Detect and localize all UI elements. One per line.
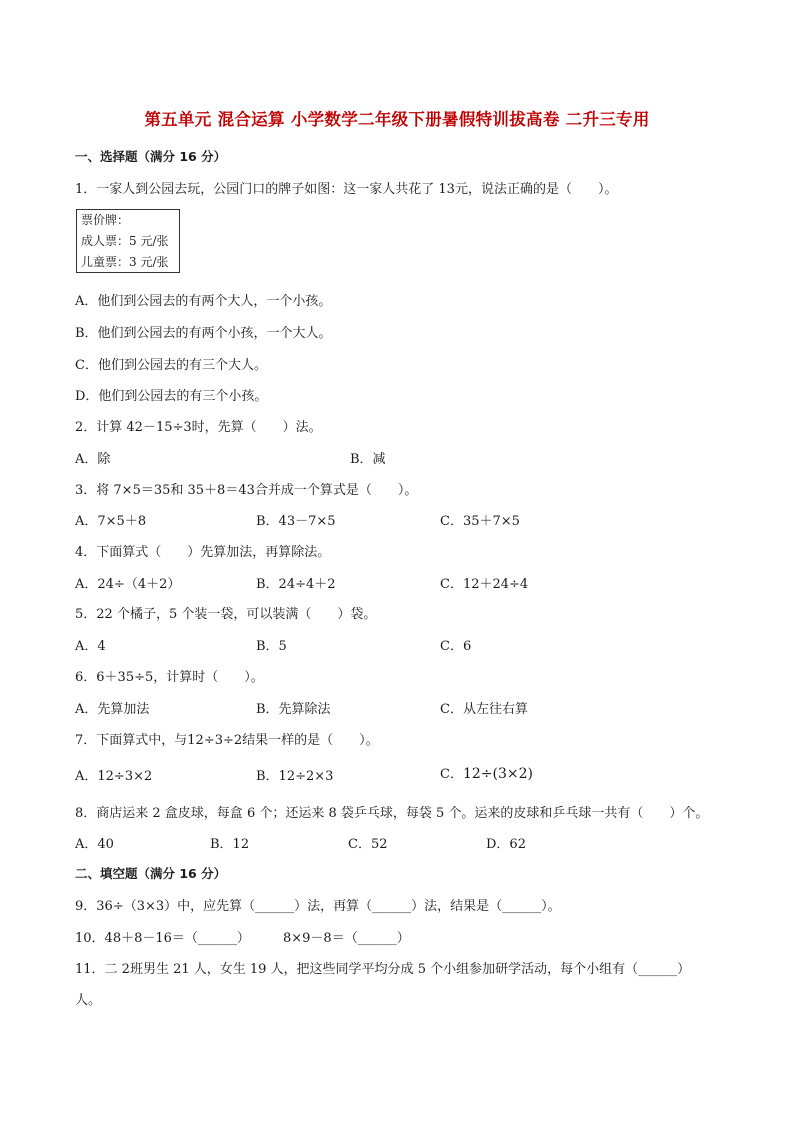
q7-option-c-label: C． bbox=[440, 767, 463, 782]
q3-option-b: B．43－7×5 bbox=[256, 514, 336, 529]
q5-option-a: A．4 bbox=[75, 639, 106, 654]
q4-option-a: A．24÷（4＋2） bbox=[75, 577, 181, 592]
q2-option-a: A．除 bbox=[75, 452, 111, 467]
q4-option-c: C．12＋24÷4 bbox=[440, 577, 529, 592]
section-heading-fill: 二、填空题（满分 16 分） bbox=[75, 866, 227, 881]
q6-option-b: B．先算除法 bbox=[256, 702, 331, 717]
question-9: 9．36÷（3×3）中，应先算（______）法，再算（______）法，结果是（______）。 bbox=[75, 899, 561, 914]
section-heading-choice: 一、选择题（满分 16 分） bbox=[75, 149, 227, 164]
q8-option-c: C．52 bbox=[348, 837, 388, 852]
question-10b: 8×9－8＝（______） bbox=[283, 931, 410, 946]
q6-option-a: A．先算加法 bbox=[75, 702, 150, 717]
question-5: 5．22 个橘子，5 个装一袋，可以装满（ ）袋。 bbox=[75, 607, 377, 622]
q7-option-c bbox=[440, 763, 533, 782]
q7-option-a: A．12÷3×2 bbox=[75, 769, 153, 784]
question-7: 7．下面算式中，与12÷3÷2结果一样的是（ ）。 bbox=[75, 733, 379, 748]
q4-option-b: B．24÷4＋2 bbox=[256, 577, 336, 592]
question-10a: 10．48＋8－16＝（______） bbox=[75, 931, 250, 946]
ticket-price-sign bbox=[76, 209, 180, 273]
question-8: 8．商店运来 2 盒皮球，每盒 6 个；还运来 8 袋乒乓球，每袋 5 个。运来的皮球和乒乓球一共有（ ）个。 bbox=[75, 806, 709, 821]
q8-option-b: B．12 bbox=[210, 837, 250, 852]
q1-option-a: A．他们到公园去的有两个大人，一个小孩。 bbox=[75, 294, 332, 309]
question-2: 2．计算 42－15÷3时，先算（ ）法。 bbox=[75, 420, 322, 435]
q6-option-c: C．从左往右算 bbox=[440, 702, 528, 717]
question-1: 1．一家人到公园去玩，公园门口的牌子如图：这一家人共花了 13元，说法正确的是（ ）。 bbox=[75, 182, 618, 197]
sign-adult-price: 成人票：5 元/张 bbox=[81, 234, 169, 248]
question-3: 3．将 7×5＝35和 35＋8＝43合并成一个算式是（ ）。 bbox=[75, 483, 418, 498]
q2-option-b: B．减 bbox=[350, 452, 386, 467]
page-title: 第五单元 混合运算 小学数学二年级下册暑假特训拔高卷 二升三专用 bbox=[144, 110, 650, 129]
q8-option-d: D．62 bbox=[486, 837, 526, 852]
question-4: 4．下面算式（ ）先算加法，再算除法。 bbox=[75, 545, 331, 560]
q8-option-a: A．40 bbox=[75, 837, 114, 852]
q3-option-c: C．35＋7×5 bbox=[440, 514, 520, 529]
question-6: 6．6＋35÷5，计算时（ ）。 bbox=[75, 670, 264, 685]
q3-option-a: A．7×5＋8 bbox=[75, 514, 147, 529]
q7-option-b: B．12÷2×3 bbox=[256, 769, 334, 784]
sign-title: 票价牌： bbox=[81, 213, 130, 227]
q1-option-c: C．他们到公园去的有三个大人。 bbox=[75, 358, 267, 373]
sign-child-price: 儿童票：3 元/张 bbox=[81, 255, 169, 269]
q5-option-c: C．6 bbox=[440, 639, 472, 654]
q1-option-b: B．他们到公园去的有两个小孩，一个大人。 bbox=[75, 326, 332, 341]
q1-option-d: D．他们到公园去的有三个小孩。 bbox=[75, 389, 268, 404]
question-11: 11．二 2班男生 21 人，女生 19 人，把这些同学平均分成 5 个小组参加研学活动，每个小组有（______） bbox=[75, 962, 691, 977]
question-11-continued: 人。 bbox=[75, 993, 102, 1008]
q5-option-b: B．5 bbox=[256, 639, 287, 654]
q7-option-c-expression: 12÷(3×2) bbox=[462, 766, 533, 782]
